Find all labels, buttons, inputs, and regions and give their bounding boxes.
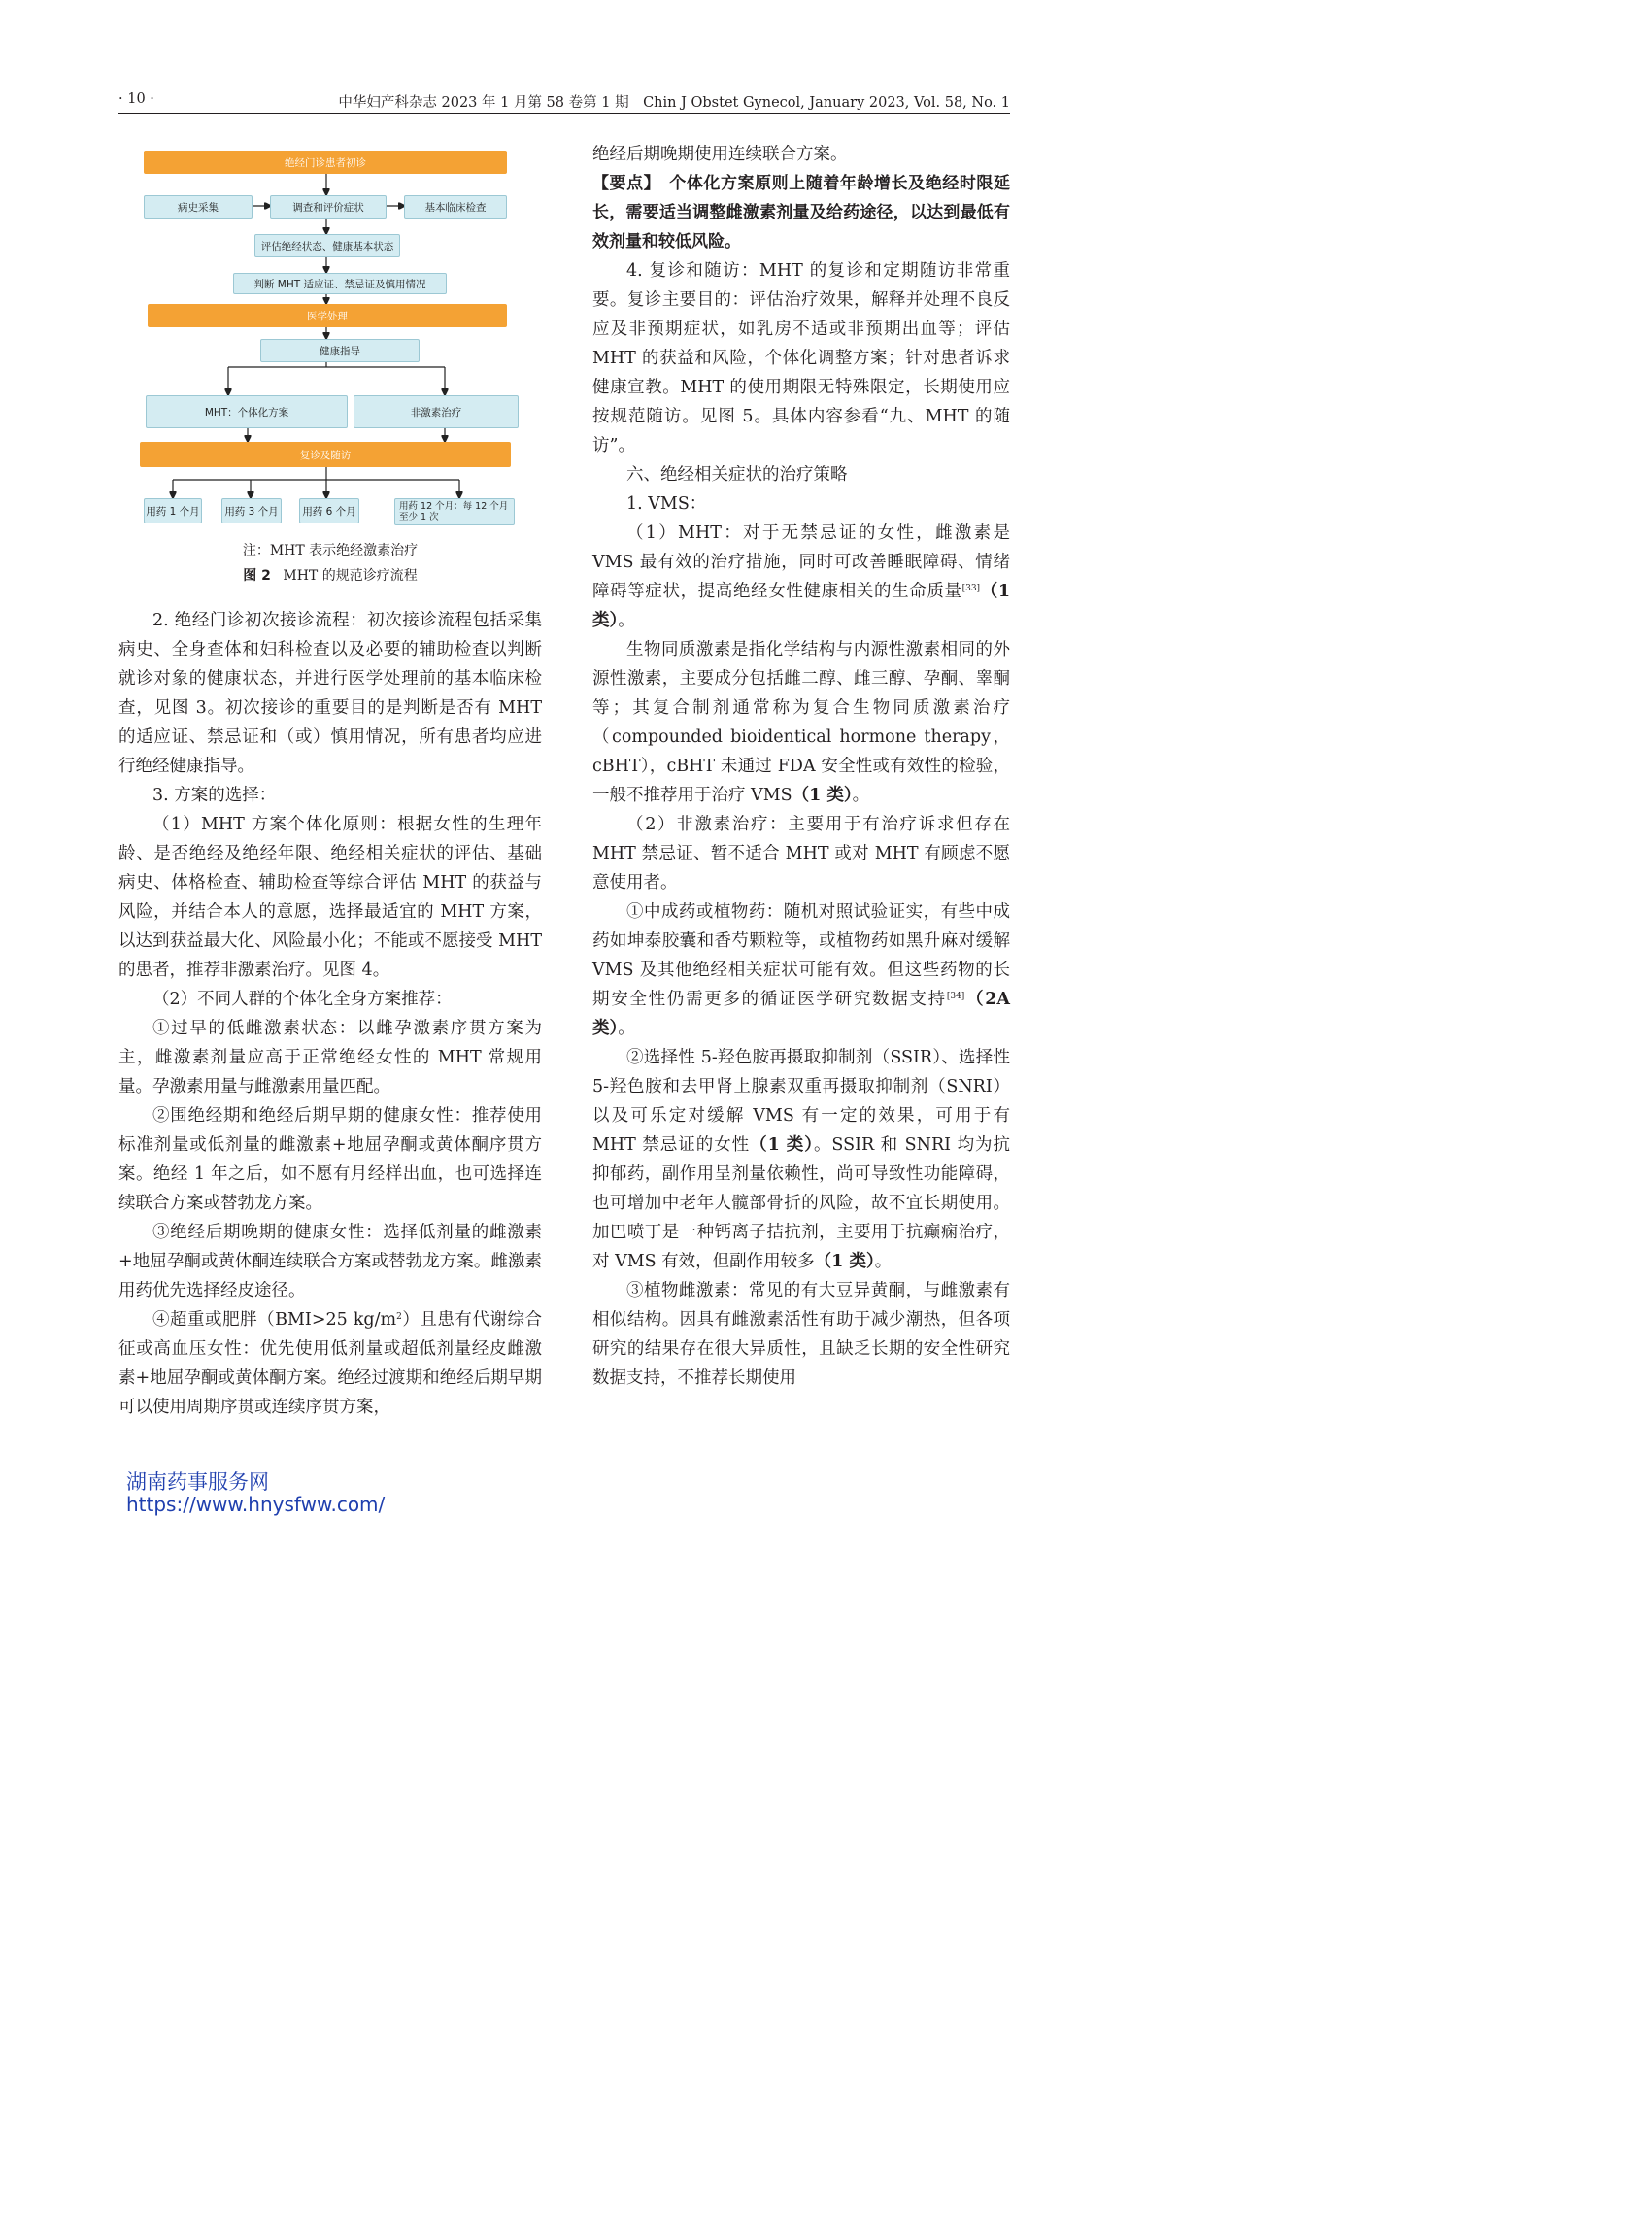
evidence-level: （1 类） (592, 582, 1011, 630)
medical-treatment-box: 医学处理 (148, 304, 507, 327)
page-number: · 10 · (118, 91, 154, 107)
assess-status-box: 评估绝经状态、健康基本状态 (254, 234, 400, 257)
journal-citation: 中华妇产科杂志 2023 年 1 月第 58 卷第 1 期 Chin J Obstet Gynecol, January 2023, Vol. 58, No. 1 (338, 95, 1010, 111)
evidence-level: （2A 类） (592, 990, 1010, 1038)
paragraph-mht-vms (592, 519, 1010, 635)
non-hormonal-box: 非激素治疗 (354, 395, 519, 428)
paragraph-follow-up: 4. 复诊和随访：MHT 的复诊和定期随访非常重要。复诊主要目的：评估治疗效果，解释并处理不良反应及非预期症状，如乳房不适或非预期出血等；评估 MHT 的获益和风险，个体化调整方案；针对患者诉求健康宣教。MHT 的使用期限无特殊限定，长期使用应按规范随访。见图 5。具体内容参看“九、MHT 的随访”。 (592, 261, 1010, 455)
paragraph-perimenopause: ②围绝经期和绝经后期早期的健康女性：推荐使用标准剂量或低剂量的雌激素+地屈孕酮或黄体酮序贯方案。绝经 1 年之后，如不愿有月经样出血，也可选择连续联合方案或替勃龙方案。 (118, 1106, 542, 1213)
watermark-url[interactable]: https://www.hnysfww.com/ (126, 1493, 386, 1516)
paragraph-ssri-snri (592, 1043, 1010, 1276)
paragraph-overweight (118, 1305, 542, 1422)
ssri-text-a: ②选择性 5-羟色胺再摄取抑制剂（SSIR）、选择性 5-羟色胺和去甲肾上腺素双重再摄取抑制剂（SNRI）以及可乐定对缓解 VMS 有一定的效果，可用于有 MHT 禁忌证的女性 (592, 1048, 1010, 1155)
evidence-level: （1 类） (814, 1252, 875, 1271)
evidence-level: （1 类） (750, 1135, 814, 1155)
paragraph-continued: 绝经后期晚期使用连续联合方案。 (592, 145, 848, 164)
section-heading-six: 六、绝经相关症状的治疗策略 (626, 465, 848, 485)
health-guidance-box: 健康指导 (260, 339, 420, 362)
paragraph-herbal (592, 897, 1010, 1043)
paragraph-individualized-principle: （1）MHT 方案个体化原则：根据女性的生理年龄、是否绝经及绝经年限、绝经相关症状的评估、基础病史、体格检查、辅助检查等综合评估 MHT 的获益与风险，并结合本人的意愿，选择最适宜的 MHT 方案，以达到获益最大化、风险最小化；不能或不愿接受 MHT 的患者，推荐非激素治疗。见图 4。 (118, 815, 542, 980)
flowchart-figure (136, 148, 524, 536)
month-1-box: 用药 1 个月 (144, 498, 202, 523)
period: 。 (852, 786, 870, 805)
paragraph-non-hormonal: （2）非激素治疗：主要用于有治疗诉求但存在 MHT 禁忌证、暂不适合 MHT 或对 MHT 有顾虑不愿意使用者。 (592, 815, 1010, 893)
mht-individualized-box: MHT：个体化方案 (146, 395, 348, 428)
figure-caption-number: 图 2 (243, 568, 271, 584)
period: 。 (874, 1252, 893, 1271)
ssri-text-b: 。SSIR 和 SNRI 均为抗抑郁药，副作用呈剂量依赖性，尚可导致性功能障碍，也可增加中老年人髋部骨折的风险，故不宜长期使用。加巴喷丁是一种钙离子拮抗剂，主要用于抗癫痫治疗，对 VMS 有效，但副作用较多 (592, 1135, 1010, 1271)
overweight-text-a: ④超重或肥胖（BMI>25 kg/m (152, 1310, 397, 1330)
period: 。 (618, 1019, 635, 1038)
key-point: 【要点】 个体化方案原则上随着年龄增长及绝经时限延长，需要适当调整雌激素剂量及给药途径，以达到最低有效剂量和较低风险。 (592, 174, 1010, 252)
paragraph-bioidentical (592, 635, 1010, 810)
running-header (118, 89, 1010, 114)
figure-caption-text: MHT 的规范诊疗流程 (283, 568, 418, 584)
month-12-box: 用药 12 个月：每 12 个月至少 1 次 (394, 498, 515, 525)
herbal-text: ①中成药或植物药：随机对照试验证实，有些中成药如坤泰胶囊和香芍颗粒等，或植物药如黑升麻对缓解 VMS 及其他绝经相关症状可能有效。但这些药物的长期安全性仍需更多的循证医学研究数据支持 (592, 902, 1010, 1009)
paragraph-late-postmenopause: ③绝经后期晚期的健康女性：选择低剂量的雌激素+地屈孕酮或黄体酮连续联合方案或替勃龙方案。雌激素用药优先选择经皮途径。 (118, 1223, 542, 1300)
paragraph-low-estrogen: ①过早的低雌激素状态：以雌孕激素序贯方案为主，雌激素剂量应高于正常绝经女性的 MHT 常规用量。孕激素用量与雌激素用量匹配。 (118, 1019, 542, 1096)
figure-note: 注：MHT 表示绝经激素治疗 (242, 543, 419, 558)
evidence-level: （1 类） (792, 786, 853, 805)
symptom-assessment-box: 调查和评价症状 (270, 195, 387, 219)
right-column (592, 140, 1010, 1393)
follow-up-box: 复诊及随访 (140, 442, 511, 467)
figure-caption (118, 565, 542, 585)
clinical-exam-box: 基本临床检查 (404, 195, 507, 219)
paragraph-initial-visit: 2. 绝经门诊初次接诊流程：初次接诊流程包括采集病史、全身查体和妇科检查以及必要的辅助检查以判断就诊对象的健康状态，并进行医学处理前的基本临床检查，见图 3。初次接诊的重要目的是判断是否有 MHT 的适应证、禁忌证和（或）慎用情况，所有患者均应进行绝经健康指导。 (118, 611, 542, 776)
period: 。 (618, 611, 635, 630)
paragraph-phytoestrogen: ③植物雌激素：常见的有大豆异黄酮，与雌激素有相似结构。因具有雌激素活性有助于减少潮热，但各项研究的结果存在很大异质性，且缺乏长期的安全性研究数据支持，不推荐长期使用 (592, 1281, 1010, 1388)
ref-33: [33] (961, 584, 981, 593)
superscript-2: 2 (396, 1312, 402, 1322)
ref-34: [34] (946, 992, 965, 1001)
initial-visit-box: 绝经门诊患者初诊 (144, 151, 507, 174)
paragraph-scheme-selection: 3. 方案的选择： (152, 786, 277, 805)
watermark-site-name: 湖南药事服务网 (126, 1470, 269, 1494)
history-taking-box: 病史采集 (144, 195, 253, 219)
mht-vms-text: （1）MHT：对于无禁忌证的女性，雌激素是 VMS 最有效的治疗措施，同时可改善睡眠障碍、情绪障碍等症状，提高绝经女性健康相关的生命质量 (592, 523, 1010, 601)
paragraph-population-schemes: （2）不同人群的个体化全身方案推荐： (152, 990, 453, 1009)
bioidentical-text: 生物同质激素是指化学结构与内源性激素相同的外源性激素，主要成分包括雌二醇、雌三醇、孕酮、睾酮等；其复合制剂通常称为复合生物同质激素治疗（compounded bioidentical hormone therapy，cBHT），cBHT 未通过 FDA 安全性或有效性的检验，一般不推荐用于治疗 VMS (592, 640, 1010, 805)
month-6-box: 用药 6 个月 (299, 498, 359, 523)
overweight-text-b: ）且患有代谢综合征或高血压女性：优先使用低剂量或超低剂量经皮雌激素+地屈孕酮或黄体酮方案。绝经过渡期和绝经后期早期可以使用周期序贯或连续序贯方案， (118, 1310, 542, 1417)
left-column (118, 606, 542, 1422)
judge-indications-box: 判断 MHT 适应证、禁忌证及慎用情况 (233, 273, 447, 294)
subheading-vms: 1. VMS： (626, 494, 707, 514)
month-3-box: 用药 3 个月 (221, 498, 282, 523)
